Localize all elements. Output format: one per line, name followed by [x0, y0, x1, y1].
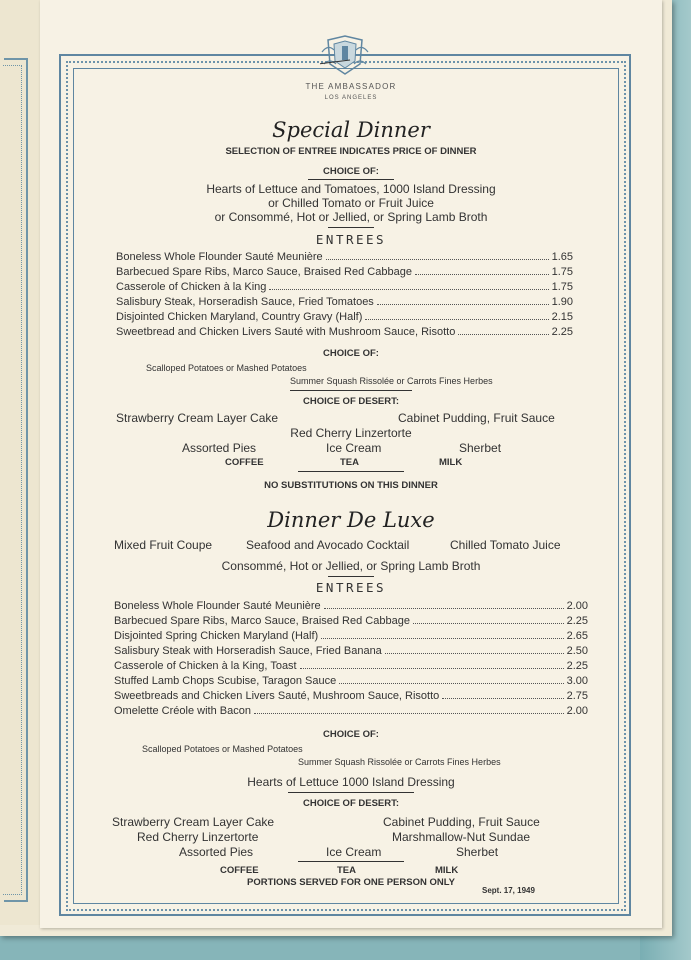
special-side-1: Scalloped Potatoes or Mashed Potatoes — [146, 363, 307, 373]
dot-leader — [254, 705, 564, 714]
entree-name: Casserole of Chicken à la King — [116, 281, 267, 293]
deluxe-desert-label: CHOICE OF DESERT: — [302, 798, 400, 809]
deluxe-milk: MILK — [435, 865, 459, 876]
deluxe-note: PORTIONS SERVED FOR ONE PERSON ONLY — [247, 877, 455, 888]
entree-price: 2.00 — [566, 705, 588, 717]
deluxe-starter-c: Chilled Tomato Juice — [450, 538, 561, 552]
list-item — [116, 326, 573, 338]
entree-price: 2.50 — [566, 645, 588, 657]
entree-name: Salisbury Steak with Horseradish Sauce, Fried Banana — [114, 645, 382, 657]
deluxe-desert-f: Ice Cream — [326, 845, 382, 859]
deluxe-side-2: Summer Squash Rissolée or Carrots Fines Herbes — [298, 757, 501, 767]
entree-name: Sweetbreads and Chicken Livers Sauté, Mushroom Sauce, Risotto — [114, 690, 440, 702]
hotel-name: THE AMBASSADOR — [305, 82, 397, 91]
deluxe-desert-c: Red Cherry Linzertorte — [137, 830, 259, 844]
entree-price: 2.15 — [551, 311, 573, 323]
list-item — [114, 615, 588, 627]
special-starter-1: Hearts of Lettuce and Tomatoes, 1000 Island Dressing — [206, 182, 496, 196]
list-item — [116, 281, 573, 293]
list-item — [114, 630, 588, 642]
left-page-border — [4, 58, 28, 902]
entree-price: 2.75 — [566, 690, 588, 702]
special-starter-3: or Consommé, Hot or Jellied, or Spring Lamb Broth — [214, 210, 488, 224]
dot-leader — [415, 266, 549, 275]
special-desert-a: Strawberry Cream Layer Cake — [116, 411, 279, 425]
special-desert-e: Ice Cream — [326, 441, 382, 455]
menu-date: Sept. 17, 1949 — [482, 886, 535, 895]
entree-price: 1.75 — [551, 281, 573, 293]
entree-name: Disjointed Spring Chicken Maryland (Half) — [114, 630, 319, 642]
list-item — [114, 645, 588, 657]
list-item — [116, 251, 573, 263]
special-desert-d: Assorted Pies — [182, 441, 257, 455]
special-desert-f: Sherbet — [459, 441, 502, 455]
list-item — [116, 296, 573, 308]
deluxe-starter-a: Mixed Fruit Coupe — [114, 538, 213, 552]
deluxe-tea: TEA — [337, 865, 356, 876]
dot-leader — [377, 296, 549, 305]
dot-leader — [413, 615, 564, 624]
deluxe-desert-b: Cabinet Pudding, Fruit Sauce — [383, 815, 540, 829]
entree-price: 1.90 — [551, 296, 573, 308]
divider — [328, 576, 374, 577]
list-item — [114, 675, 588, 687]
entree-price: 1.75 — [551, 266, 573, 278]
dot-leader — [321, 630, 563, 639]
deluxe-desert-a: Strawberry Cream Layer Cake — [112, 815, 275, 829]
entree-price: 3.00 — [566, 675, 588, 687]
list-item — [114, 690, 588, 702]
entree-name: Barbecued Spare Ribs, Marco Sauce, Braised Red Cabbage — [116, 266, 412, 278]
entree-name: Casserole of Chicken à la King, Toast — [114, 660, 297, 672]
deluxe-starter-b: Seafood and Avocado Cocktail — [246, 538, 410, 552]
deluxe-choice-label: CHOICE OF: — [323, 729, 379, 740]
divider — [308, 179, 394, 180]
dot-leader — [442, 690, 563, 699]
deluxe-title: Dinner De Luxe — [267, 508, 435, 532]
entree-name: Salisbury Steak, Horseradish Sauce, Fried Tomatoes — [116, 296, 374, 308]
dot-leader — [326, 251, 549, 260]
special-note: NO SUBSTITUTIONS ON THIS DINNER — [264, 480, 438, 491]
deluxe-desert-e: Assorted Pies — [179, 845, 254, 859]
left-page-edge — [0, 0, 41, 925]
deluxe-starter-d: Consommé, Hot or Jellied, or Spring Lamb Broth — [221, 559, 481, 573]
divider — [328, 227, 374, 228]
menu-page — [40, 0, 662, 928]
special-tea: TEA — [340, 457, 359, 468]
entree-name: Sweetbread and Chicken Livers Sauté with Mushroom Sauce, Risotto — [116, 326, 456, 338]
entree-price: 2.65 — [566, 630, 588, 642]
special-desert-label: CHOICE OF DESERT: — [302, 396, 400, 407]
special-subtitle: SELECTION OF ENTREE INDICATES PRICE OF DINNER — [225, 146, 477, 157]
hotel-city: LOS ANGELES — [324, 95, 378, 101]
list-item — [114, 705, 588, 717]
list-item — [116, 311, 573, 323]
entree-price: 1.65 — [551, 251, 573, 263]
special-choice2-label: CHOICE OF: — [323, 348, 379, 359]
dot-leader — [324, 600, 564, 609]
entree-name: Boneless Whole Flounder Sauté Meunière — [114, 600, 321, 612]
entree-price: 2.00 — [566, 600, 588, 612]
deluxe-coffee: COFFEE — [220, 865, 259, 876]
dot-leader — [339, 675, 563, 684]
entree-name: Omelette Créole with Bacon — [114, 705, 251, 717]
divider — [298, 861, 404, 862]
special-milk: MILK — [439, 457, 463, 468]
special-choice-label: CHOICE OF: — [323, 166, 379, 177]
entree-name: Disjointed Chicken Maryland, Country Gravy (Half) — [116, 311, 363, 323]
special-side-2: Summer Squash Rissolée or Carrots Fines Herbes — [290, 376, 493, 386]
list-item — [116, 266, 573, 278]
divider — [298, 471, 404, 472]
special-starter-2: or Chilled Tomato or Fruit Juice — [268, 196, 434, 210]
deluxe-side-1: Scalloped Potatoes or Mashed Potatoes — [142, 744, 303, 754]
deluxe-desert-d: Marshmallow-Nut Sundae — [392, 830, 531, 844]
special-entrees-heading: ENTREES — [315, 232, 387, 247]
divider — [288, 792, 414, 793]
dot-leader — [300, 660, 564, 669]
dot-leader — [365, 311, 548, 320]
entree-name: Boneless Whole Flounder Sauté Meunière — [116, 251, 323, 263]
entree-name: Stuffed Lamb Chops Scubise, Taragon Sauce — [114, 675, 337, 687]
special-desert-c: Red Cherry Linzertorte — [290, 426, 412, 440]
deluxe-entrees-heading: ENTREES — [315, 580, 387, 595]
entree-name: Barbecued Spare Ribs, Marco Sauce, Braised Red Cabbage — [114, 615, 410, 627]
deluxe-salad: Hearts of Lettuce 1000 Island Dressing — [247, 775, 455, 789]
divider — [290, 390, 412, 391]
list-item — [114, 660, 588, 672]
entree-price: 2.25 — [551, 326, 573, 338]
entree-price: 2.25 — [566, 660, 588, 672]
special-title: Special Dinner — [272, 118, 430, 142]
special-coffee: COFFEE — [225, 457, 264, 468]
dot-leader — [269, 281, 548, 290]
entree-price: 2.25 — [566, 615, 588, 627]
deluxe-desert-g: Sherbet — [456, 845, 499, 859]
list-item — [114, 600, 588, 612]
dot-leader — [458, 326, 548, 335]
dot-leader — [385, 645, 564, 654]
special-desert-b: Cabinet Pudding, Fruit Sauce — [398, 411, 555, 425]
